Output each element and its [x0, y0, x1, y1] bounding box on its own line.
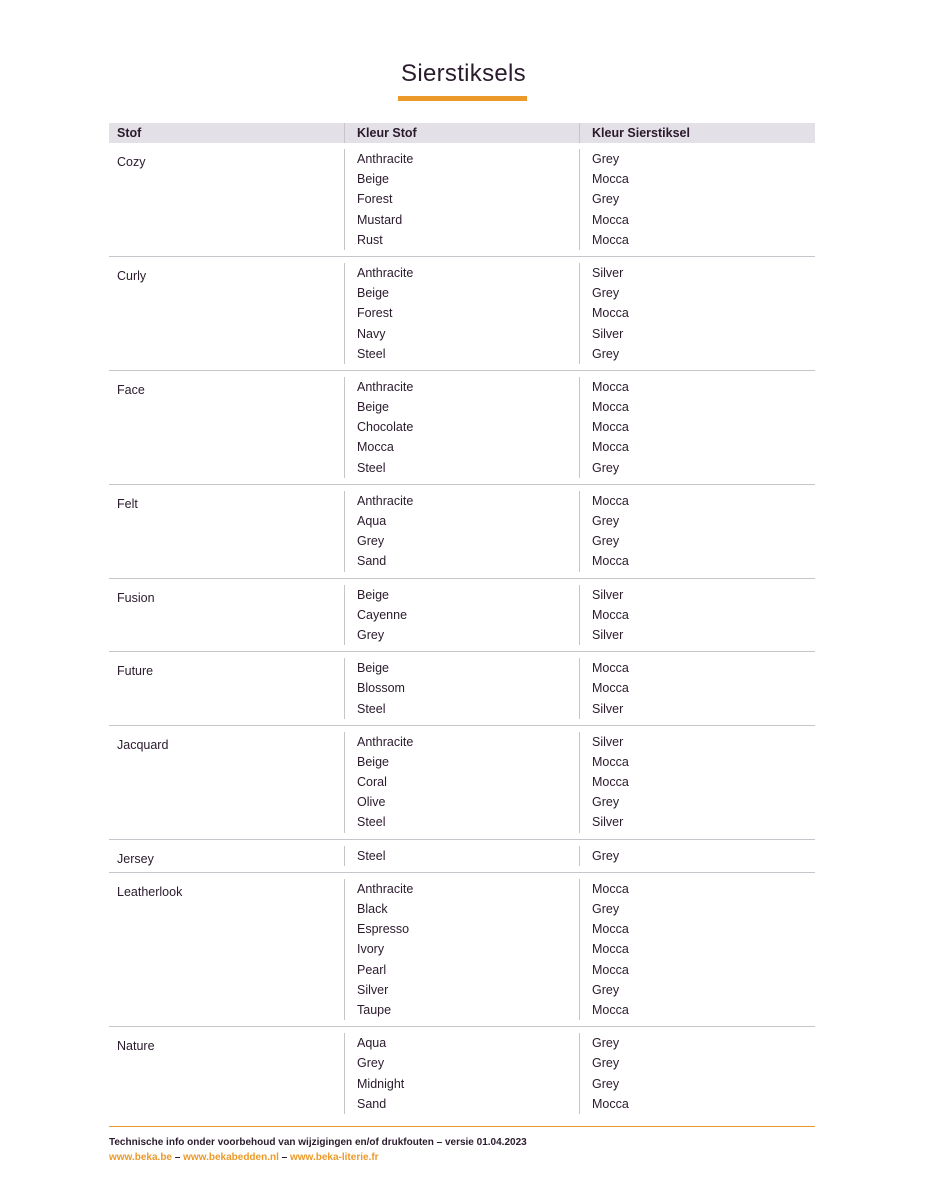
kleur-stof-cell: Forest [357, 306, 393, 321]
kleur-stof-cell: Sand [357, 554, 387, 569]
kleur-sierstiksel-cell: Silver [592, 587, 624, 602]
kleur-sierstiksel-cell: Grey [592, 902, 620, 916]
kleur-sierstiksel-cell: Mocca [592, 775, 629, 790]
stof-name: Nature [117, 1039, 155, 1054]
footer-disclaimer: Technische info onder voorbehoud van wijzigingen en/of drukfouten – versie 01.04.2023 [109, 1137, 527, 1148]
kleur-sierstiksel-cell: Mocca [592, 400, 629, 415]
kleur-sierstiksel-cell: Mocca [592, 306, 629, 321]
stof-name: Future [117, 664, 154, 679]
kleur-sierstiksel-cell: Grey [592, 795, 620, 810]
table-group [109, 1027, 815, 1120]
kleur-stof-cell: Steel [357, 848, 386, 863]
kleur-stof-cell: Navy [357, 326, 386, 341]
kleur-sierstiksel-cell: Grey [592, 1036, 620, 1051]
kleur-stof-cell: Grey [357, 1056, 385, 1071]
kleur-sierstiksel-cell: Mocca [592, 212, 629, 227]
kleur-stof-column [344, 263, 579, 364]
kleur-sierstiksel-column [579, 658, 815, 719]
link-separator: – [278, 1152, 290, 1163]
kleur-sierstiksel-cell: Grey [592, 514, 620, 528]
kleur-sierstiksel-cell: Mocca [592, 420, 629, 435]
kleur-stof-cell: Olive [357, 795, 386, 810]
kleur-stof-cell: Rust [357, 232, 383, 247]
stof-name: Jacquard [117, 737, 169, 752]
kleur-sierstiksel-cell: Silver [592, 326, 624, 341]
kleur-sierstiksel-cell: Mocca [592, 607, 629, 622]
kleur-sierstiksel-column [579, 585, 815, 646]
kleur-sierstiksel-cell: Grey [592, 982, 620, 997]
kleur-stof-cell: Coral [357, 775, 387, 790]
kleur-sierstiksel-column [579, 1033, 815, 1114]
kleur-stof-cell: Steel [357, 460, 386, 475]
kleur-stof-cell: Aqua [357, 514, 387, 528]
link-beka-literie-fr[interactable]: www.beka-literie.fr [290, 1152, 379, 1163]
kleur-sierstiksel-cell: Mocca [592, 681, 629, 696]
kleur-sierstiksel-cell: Mocca [592, 881, 629, 896]
kleur-sierstiksel-cell: Mocca [592, 922, 629, 937]
kleur-sierstiksel-cell: Grey [592, 1056, 620, 1071]
table-group [109, 371, 815, 485]
kleur-sierstiksel-cell: Mocca [592, 661, 629, 676]
kleur-stof-cell: Beige [357, 661, 389, 676]
table-group [109, 726, 815, 840]
header-stof: Stof [117, 126, 142, 140]
kleur-stof-cell: Mustard [357, 212, 403, 227]
table-header [109, 123, 815, 143]
kleur-sierstiksel-cell: Mocca [592, 962, 629, 977]
kleur-sierstiksel-cell: Grey [592, 848, 620, 863]
title-underline [398, 96, 527, 101]
kleur-stof-cell: Sand [357, 1096, 387, 1111]
kleur-stof-cell: Chocolate [357, 420, 414, 435]
kleur-sierstiksel-column [579, 491, 815, 572]
kleur-sierstiksel-cell: Mocca [592, 942, 629, 957]
header-kleur-stof: Kleur Stof [344, 123, 579, 143]
kleur-stof-cell: Anthracite [357, 734, 414, 749]
kleur-sierstiksel-column [579, 149, 815, 250]
stof-name: Leatherlook [117, 884, 183, 899]
kleur-stof-cell: Anthracite [357, 881, 414, 896]
kleur-stof-cell: Midnight [357, 1076, 405, 1091]
kleur-stof-cell: Ivory [357, 942, 385, 957]
table-group [109, 652, 815, 726]
kleur-stof-column [344, 879, 579, 1020]
kleur-sierstiksel-cell: Grey [592, 460, 620, 475]
kleur-stof-cell: Grey [357, 534, 385, 549]
kleur-sierstiksel-cell: Grey [592, 346, 620, 361]
table-group [109, 257, 815, 371]
kleur-stof-cell: Anthracite [357, 152, 414, 166]
kleur-stof-cell: Taupe [357, 1002, 392, 1017]
kleur-stof-column [344, 658, 579, 719]
kleur-stof-cell: Beige [357, 172, 389, 187]
stof-name: Felt [117, 496, 138, 511]
table-group [109, 579, 815, 653]
table-group [109, 485, 815, 579]
kleur-sierstiksel-cell: Silver [592, 627, 624, 642]
stof-name: Fusion [117, 590, 155, 605]
kleur-stof-cell: Beige [357, 587, 389, 602]
link-separator: – [171, 1152, 184, 1163]
kleur-stof-cell: Forest [357, 192, 393, 207]
link-beka-be[interactable]: www.beka.be [109, 1152, 172, 1163]
table-group [109, 873, 815, 1027]
kleur-stof-cell: Steel [357, 815, 386, 830]
link-bekabedden-nl[interactable]: www.bekabedden.nl [183, 1152, 279, 1163]
kleur-sierstiksel-column [579, 377, 815, 478]
kleur-sierstiksel-cell: Grey [592, 534, 620, 549]
kleur-stof-column [344, 846, 579, 866]
kleur-stof-cell: Beige [357, 754, 389, 769]
kleur-stof-cell: Beige [357, 400, 389, 415]
header-kleur-sierstiksel: Kleur Sierstiksel [579, 123, 815, 143]
kleur-sierstiksel-cell: Silver [592, 265, 624, 280]
kleur-sierstiksel-cell: Mocca [592, 232, 629, 247]
kleur-stof-cell: Beige [357, 286, 389, 301]
kleur-stof-cell: Anthracite [357, 493, 414, 508]
kleur-sierstiksel-column [579, 879, 815, 1020]
kleur-sierstiksel-cell: Silver [592, 815, 624, 830]
footer-divider [109, 1126, 815, 1127]
stitching-table [109, 123, 815, 1120]
kleur-stof-cell: Espresso [357, 922, 410, 937]
kleur-stof-column [344, 149, 579, 250]
kleur-stof-column [344, 1033, 579, 1114]
kleur-stof-column [344, 491, 579, 572]
stof-name: Cozy [117, 155, 146, 169]
kleur-sierstiksel-column [579, 846, 815, 866]
kleur-stof-cell: Anthracite [357, 265, 414, 280]
kleur-sierstiksel-column [579, 732, 815, 833]
kleur-stof-column [344, 377, 579, 478]
kleur-sierstiksel-cell: Mocca [592, 493, 629, 508]
kleur-sierstiksel-cell: Grey [592, 1076, 620, 1091]
table-group [109, 143, 815, 257]
table-group [109, 840, 815, 873]
kleur-sierstiksel-cell: Mocca [592, 379, 629, 394]
kleur-sierstiksel-cell: Grey [592, 192, 620, 207]
kleur-stof-cell: Steel [357, 346, 386, 361]
page-title: Sierstiksels [401, 60, 526, 87]
stof-name: Jersey [117, 851, 154, 866]
kleur-sierstiksel-cell: Grey [592, 152, 620, 166]
stof-name: Curly [117, 268, 147, 283]
kleur-sierstiksel-cell: Mocca [592, 1002, 629, 1017]
kleur-stof-cell: Mocca [357, 440, 394, 455]
kleur-sierstiksel-cell: Silver [592, 701, 624, 716]
kleur-stof-cell: Black [357, 902, 388, 916]
kleur-sierstiksel-cell: Mocca [592, 754, 629, 769]
stof-name: Face [117, 382, 145, 397]
kleur-sierstiksel-cell: Mocca [592, 172, 629, 187]
kleur-stof-cell: Cayenne [357, 607, 408, 622]
kleur-sierstiksel-cell: Mocca [592, 440, 629, 455]
kleur-sierstiksel-cell: Mocca [592, 554, 629, 569]
kleur-stof-cell: Blossom [357, 681, 405, 696]
kleur-stof-cell: Silver [357, 982, 389, 997]
table-body [109, 143, 815, 1120]
kleur-sierstiksel-cell: Silver [592, 734, 624, 749]
kleur-stof-cell: Steel [357, 701, 386, 716]
kleur-stof-cell: Aqua [357, 1036, 387, 1051]
kleur-stof-cell: Anthracite [357, 379, 414, 394]
kleur-sierstiksel-column [579, 263, 815, 364]
footer-links [109, 1152, 379, 1163]
kleur-stof-column [344, 585, 579, 646]
kleur-sierstiksel-cell: Grey [592, 286, 620, 301]
kleur-stof-cell: Pearl [357, 962, 387, 977]
kleur-stof-column [344, 732, 579, 833]
kleur-stof-cell: Grey [357, 627, 385, 642]
kleur-sierstiksel-cell: Mocca [592, 1096, 629, 1111]
